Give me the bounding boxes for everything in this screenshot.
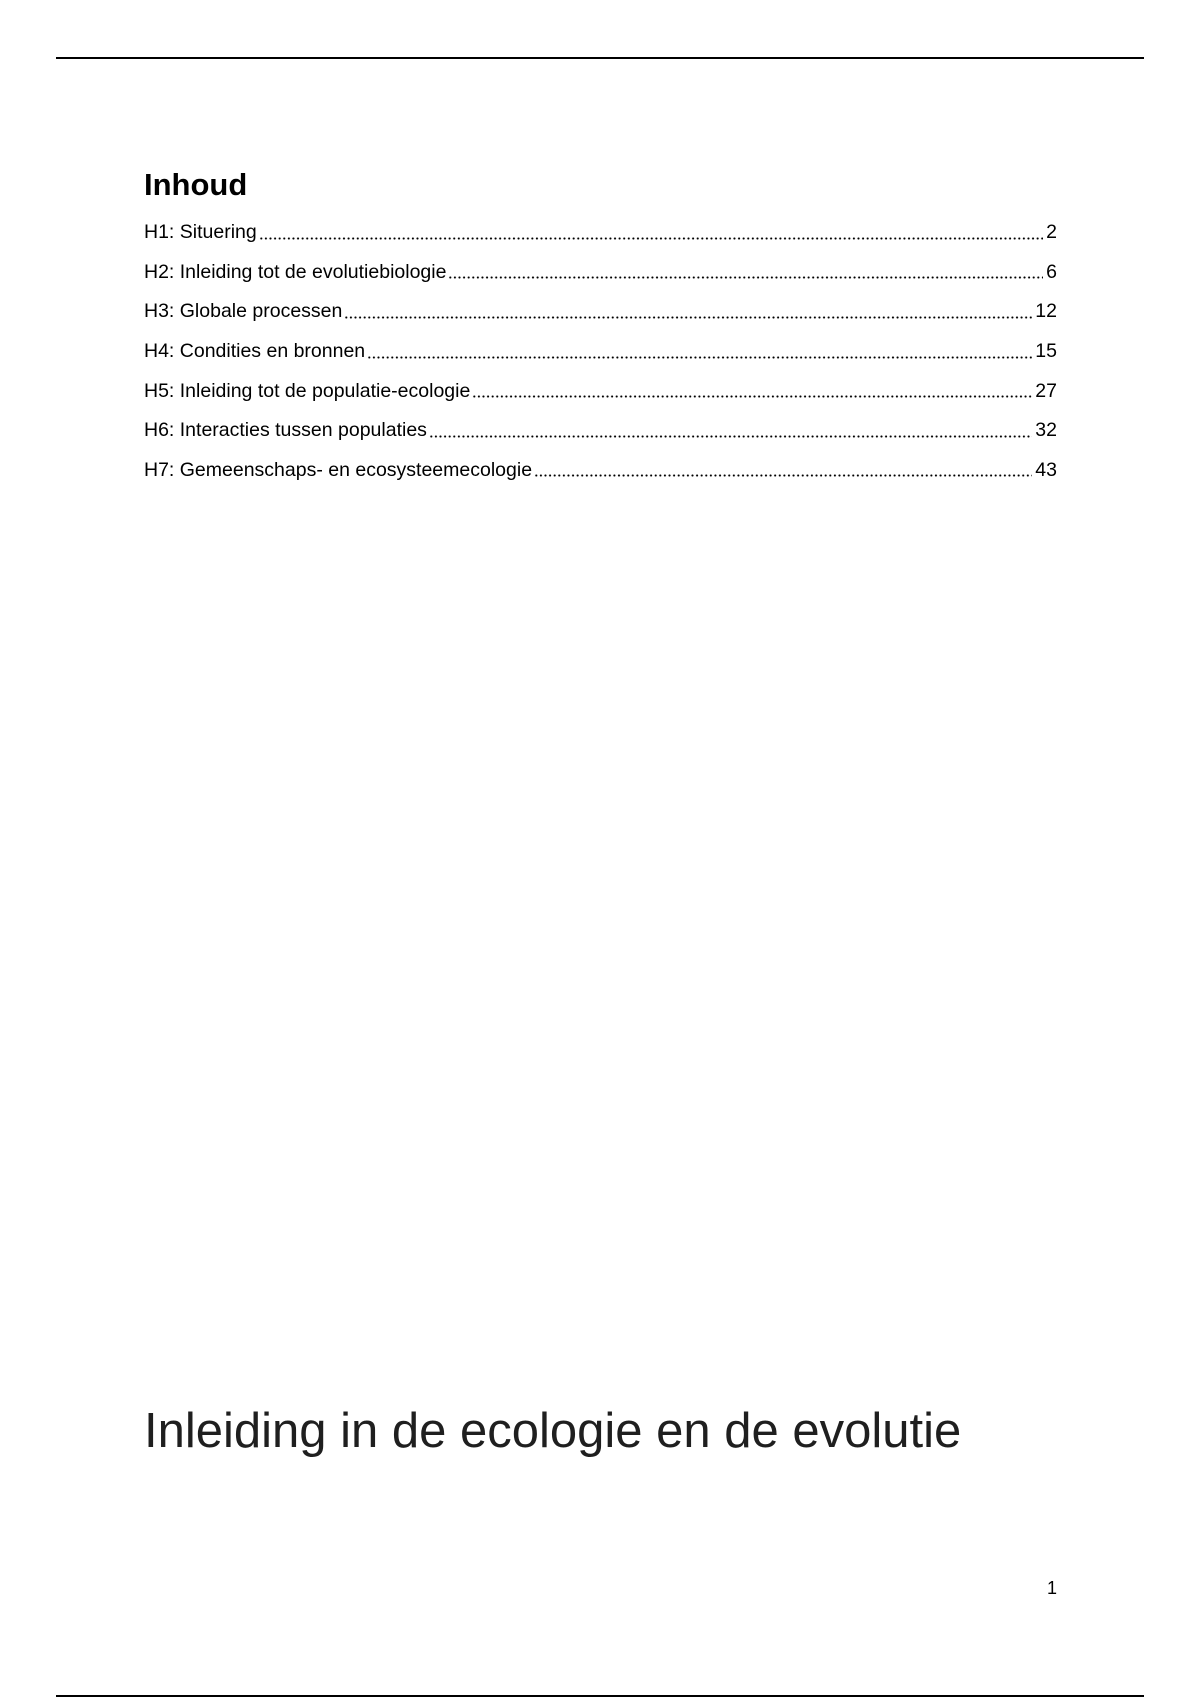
toc-entry-h5[interactable] xyxy=(144,371,1057,411)
dot-leader xyxy=(429,419,1032,442)
toc-entry-title: H3: Globale processen xyxy=(144,300,343,323)
toc-entry-h7[interactable] xyxy=(144,451,1057,491)
toc-entry-page: 32 xyxy=(1035,419,1057,442)
dot-leader xyxy=(534,459,1032,482)
header-rule xyxy=(56,57,1144,59)
toc-entry-h2[interactable] xyxy=(144,253,1057,293)
footer-rule xyxy=(56,1695,1144,1697)
toc-entry-title: H4: Condities en bronnen xyxy=(144,340,366,363)
toc-entry-title: H6: Interacties tussen populaties xyxy=(144,419,427,442)
table-of-contents xyxy=(144,213,1057,490)
toc-entry-title: H2: Inleiding tot de evolutiebiologie xyxy=(144,260,447,283)
page-number: 1 xyxy=(1046,1578,1057,1598)
dot-leader xyxy=(259,221,1043,244)
dot-leader xyxy=(472,380,1032,403)
toc-entry-page: 2 xyxy=(1046,221,1057,244)
toc-entry-page: 12 xyxy=(1035,300,1057,323)
dot-leader xyxy=(448,261,1043,284)
toc-entry-page: 6 xyxy=(1046,260,1057,283)
dot-leader xyxy=(367,340,1032,363)
toc-entry-page: 43 xyxy=(1035,458,1057,481)
toc-entry-title: H1: Situering xyxy=(144,221,257,244)
toc-heading: Inhoud xyxy=(144,167,248,202)
dot-leader xyxy=(344,300,1032,323)
toc-entry-title: H7: Gemeenschaps- en ecosysteemecologie xyxy=(144,458,533,481)
toc-entry-h6[interactable] xyxy=(144,411,1057,451)
toc-entry-h3[interactable] xyxy=(144,292,1057,332)
toc-entry-h1[interactable] xyxy=(144,213,1057,253)
toc-entry-page: 15 xyxy=(1035,340,1057,363)
toc-entry-title: H5: Inleiding tot de populatie-ecologie xyxy=(144,379,471,402)
toc-entry-page: 27 xyxy=(1035,379,1057,402)
toc-entry-h4[interactable] xyxy=(144,332,1057,372)
document-title: Inleiding in de ecologie en de evolutie xyxy=(144,1404,962,1458)
